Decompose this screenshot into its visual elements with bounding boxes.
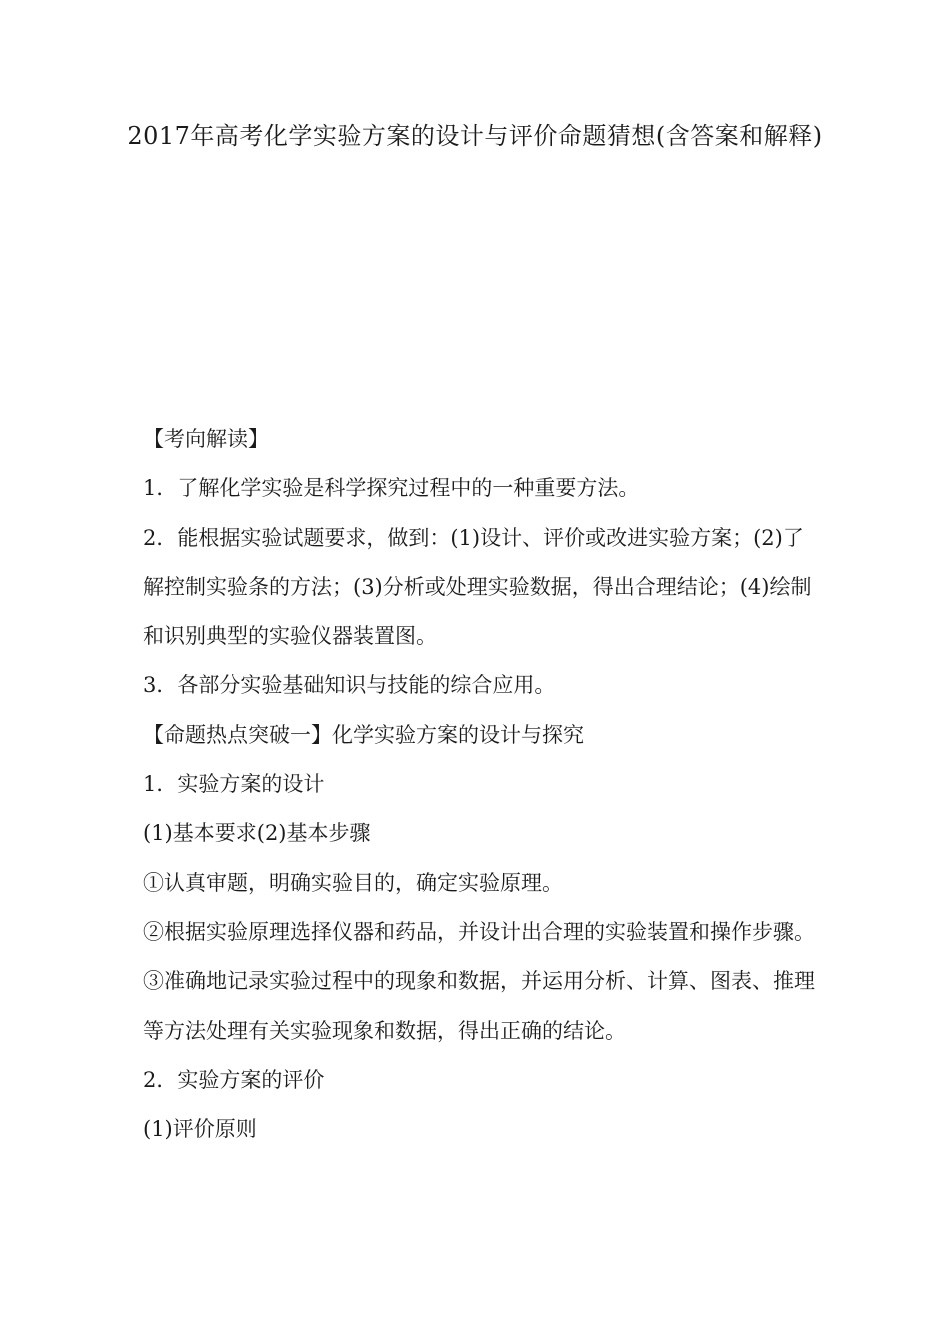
section-heading-exam-focus: 【考向解读】: [143, 427, 269, 451]
paragraph: 3．各部分实验基础知识与技能的综合应用。: [143, 673, 556, 698]
paragraph: ①认真审题，明确实验目的，确定实验原理。: [143, 870, 563, 895]
paragraph: ②根据实验原理选择仪器和药品，并设计出合理的实验装置和操作步骤。: [143, 919, 815, 944]
section-heading-hotspot-one: 【命题热点突破一】化学实验方案的设计与探究: [143, 722, 584, 747]
paragraph: ③准确地记录实验过程中的现象和数据，并运用分析、计算、图表、推理等方法处理有关实验现象和数据，得出正确的结论。: [143, 969, 815, 1043]
paragraph: 2．实验方案的评价: [143, 1067, 325, 1092]
paragraph: (1)评价原则: [143, 1117, 257, 1142]
document-title: 2017年高考化学实验方案的设计与评价命题猜想(含答案和解释): [127, 122, 823, 150]
paragraph: 1．了解化学实验是科学探究过程中的一种重要方法。: [143, 476, 640, 501]
paragraph: (1)基本要求(2)基本步骤: [143, 821, 371, 846]
document-body: [143, 415, 815, 1154]
paragraph: 2．能根据实验试题要求，做到：(1)设计、评价或改进实验方案；(2)了解控制实验条的方法；(3)分析或处理实验数据，得出合理结论；(4)绘制和识别典型的实验仪器装置图。: [143, 525, 812, 649]
paragraph: 1．实验方案的设计: [143, 772, 325, 797]
